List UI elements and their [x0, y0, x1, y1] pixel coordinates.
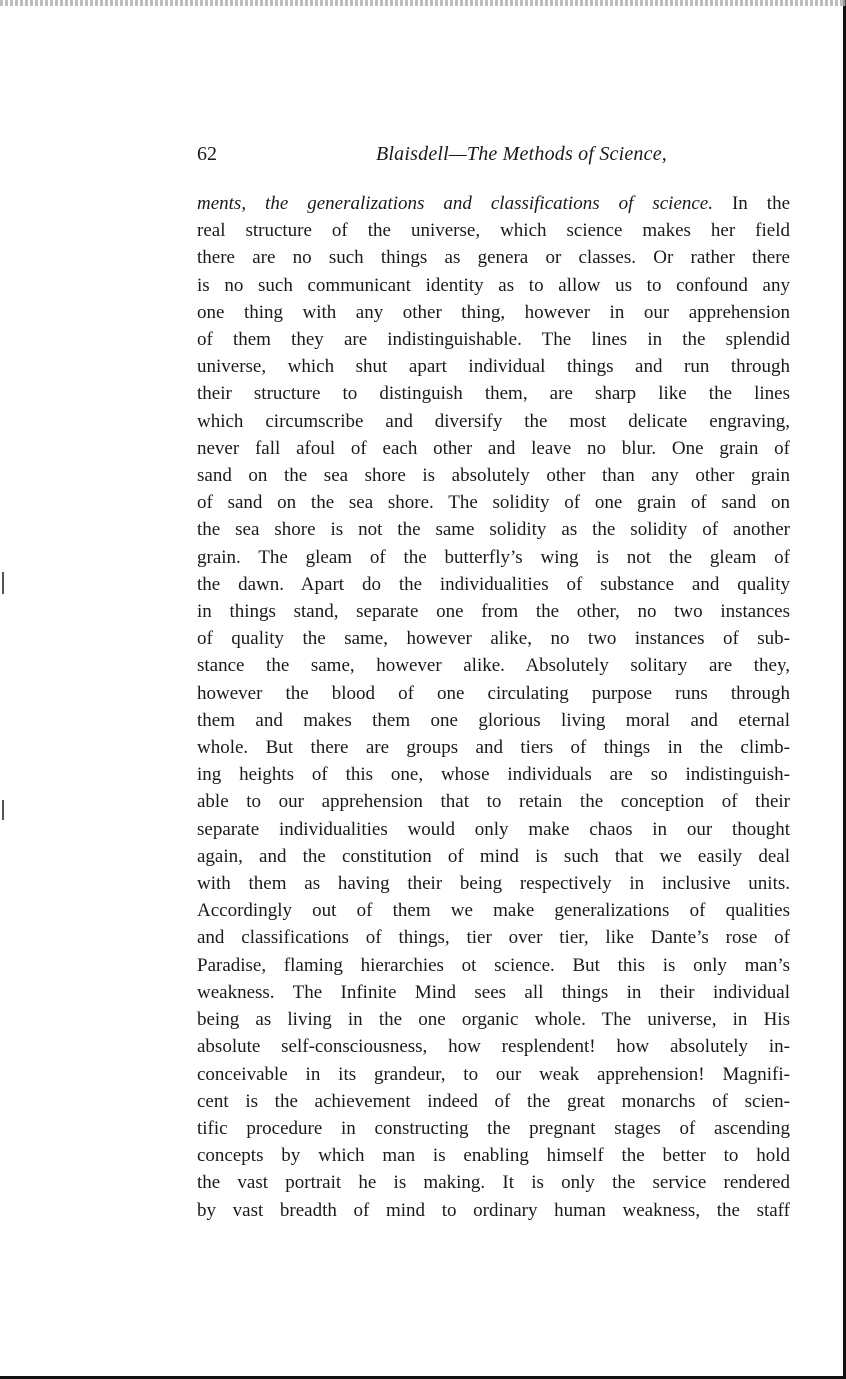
text-line: separate individualities would only make chaos in our thought: [197, 818, 790, 840]
text-line: real structure of the universe, which science makes her field: [197, 220, 790, 242]
page-number: 62: [197, 143, 217, 165]
text-line-italic: ments, the generalizations and classifications of science.: [197, 193, 713, 214]
text-line: Accordingly out of them we make generalizations of qualities: [197, 900, 790, 922]
text-line: [197, 190, 790, 217]
text-line: universe, which shut apart individual things and run through: [197, 356, 790, 378]
text-line: sand on the sea shore is absolutely other than any other grain: [197, 465, 790, 487]
text-line: grain. The gleam of the butterfly’s wing is not the gleam of: [197, 546, 790, 568]
text-line: of them they are indistinguishable. The lines in the splendid: [197, 329, 790, 351]
text-line: absolute self-consciousness, how resplendent! how absolutely in-: [197, 1036, 790, 1058]
text-line: Paradise, flaming hierarchies ot science. But this is only man’s: [197, 954, 790, 976]
text-line: by vast breadth of mind to ordinary human weakness, the staff: [197, 1199, 790, 1221]
text-line: being as living in the one organic whole. The universe, in His: [197, 1009, 790, 1031]
text-line: which circumscribe and diversify the most delicate engraving,: [197, 410, 790, 432]
text-line: of sand on the sea shore. The solidity of one grain of sand on: [197, 492, 790, 514]
text-line: is no such communicant identity as to allow us to confound any: [197, 274, 790, 296]
text-line: ing heights of this one, whose individuals are so indistinguish-: [197, 764, 790, 786]
text-line: conceivable in its grandeur, to our weak apprehension! Magnifi-: [197, 1063, 790, 1085]
text-line: them and makes them one glorious living moral and eternal: [197, 709, 790, 731]
text-line: one thing with any other thing, however in our apprehension: [197, 301, 790, 323]
text-line: however the blood of one circulating purpose runs through: [197, 682, 790, 704]
text-line: weakness. The Infinite Mind sees all things in their individual: [197, 981, 790, 1003]
text-line: cent is the achievement indeed of the great monarchs of scien-: [197, 1090, 790, 1112]
text-line: able to our apprehension that to retain the conception of their: [197, 791, 790, 813]
text-line: whole. But there are groups and tiers of things in the climb-: [197, 737, 790, 759]
text-line: their structure to distinguish them, are sharp like the lines: [197, 383, 790, 405]
text-line: there are no such things as genera or classes. Or rather there: [197, 247, 790, 269]
text-line: and classifications of things, tier over tier, like Dante’s rose of: [197, 927, 790, 949]
text-line: again, and the constitution of mind is such that we easily deal: [197, 845, 790, 867]
text-line: of quality the same, however alike, no two instances of sub-: [197, 628, 790, 650]
text-line-rest: In the: [731, 193, 791, 214]
text-line: concepts by which man is enabling himself the better to hold: [197, 1145, 790, 1167]
text-line: tific procedure in constructing the pregnant stages of ascending: [197, 1117, 790, 1139]
scan-margin-mark: [2, 572, 4, 594]
text-line: in things stand, separate one from the other, no two instances: [197, 601, 790, 623]
text-line: the dawn. Apart do the individualities of substance and quality: [197, 573, 790, 595]
body-text: [197, 190, 790, 1224]
text-line: stance the same, however alike. Absolutely solitary are they,: [197, 655, 790, 677]
running-title: Blaisdell—The Methods of Science,: [376, 143, 667, 165]
text-line: with them as having their being respectively in inclusive units.: [197, 873, 790, 895]
text-line: the vast portrait he is making. It is only the service rendered: [197, 1172, 790, 1194]
scan-top-edge: [0, 0, 846, 6]
scan-margin-mark: [2, 800, 4, 820]
running-head: [197, 139, 667, 171]
text-line: the sea shore is not the same solidity as the solidity of another: [197, 519, 790, 541]
text-line: never fall afoul of each other and leave no blur. One grain of: [197, 437, 790, 459]
